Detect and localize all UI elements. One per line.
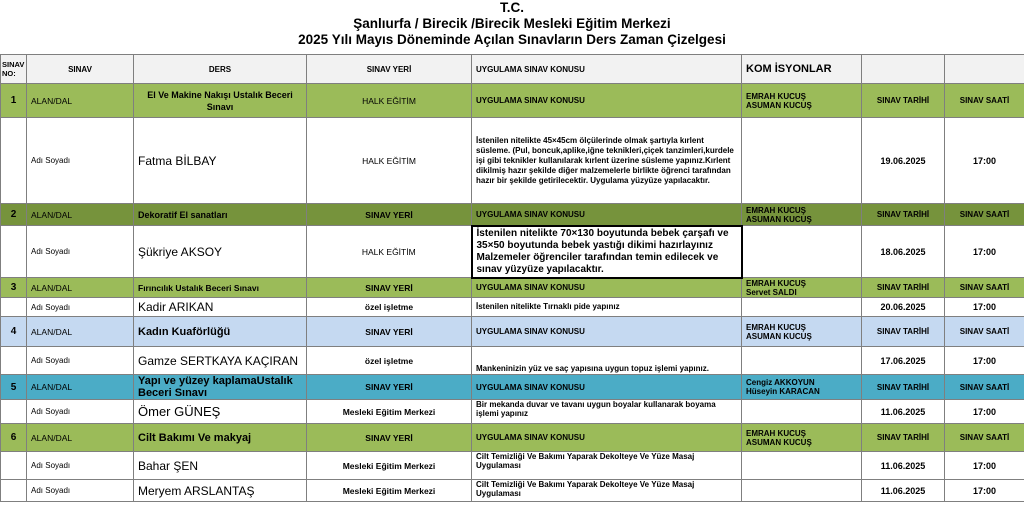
- exam-time-header: SINAV SAATİ: [945, 317, 1024, 347]
- name-label: Adı Soyadı: [27, 452, 134, 480]
- candidate-exam-date: 11.06.2025: [862, 480, 945, 502]
- candidate-exam-place: HALK EĞİTİM: [307, 118, 472, 204]
- header-komisyon: KOM İSYONLAR: [742, 55, 862, 84]
- candidate-exam-date: 18.06.2025: [862, 226, 945, 278]
- candidate-exam-place: HALK EĞİTİM: [307, 226, 472, 278]
- exam-topic-header: UYGULAMA SINAV KONUSU: [472, 84, 742, 118]
- exam-topic-header: UYGULAMA SINAV KONUSU: [472, 204, 742, 226]
- candidate-name: Gamze SERTKAYA KAÇIRAN: [134, 347, 307, 375]
- candidate-commission-cell: [742, 226, 862, 278]
- exam-topic-header: UYGULAMA SINAV KONUSU: [472, 375, 742, 400]
- group-header-row: [1, 424, 1024, 452]
- candidate-row: [1, 347, 1024, 375]
- course-name: Cilt Bakımı Ve makyaj: [134, 424, 307, 452]
- group-header-row: [1, 278, 1024, 298]
- exam-date-header: SINAV TARİHİ: [862, 375, 945, 400]
- group-header-row: [1, 375, 1024, 400]
- exam-no: 3: [1, 278, 27, 298]
- exam-no: 6: [1, 424, 27, 452]
- name-label: Adı Soyadı: [27, 298, 134, 317]
- title-line-2: Şanlıurfa / Birecik /Birecik Mesleki Eğitim Merkezi: [353, 16, 671, 31]
- candidate-exam-time: 17:00: [945, 118, 1024, 204]
- title-line-3: 2025 Yılı Mayıs Döneminde Açılan Sınavların Ders Zaman Çizelgesi: [298, 32, 726, 47]
- exam-date-header: SINAV TARİHİ: [862, 84, 945, 118]
- commission-members: Cengiz AKKOYUN Hüseyin KARACAN: [742, 375, 862, 400]
- exam-no: 5: [1, 375, 27, 400]
- candidate-commission-cell: [742, 298, 862, 317]
- alan-dal-label: ALAN/DAL: [27, 424, 134, 452]
- candidate-commission-cell: [742, 400, 862, 424]
- commission-members: EMRAH KUCUŞ ASUMAN KUCUŞ: [742, 317, 862, 347]
- candidate-exam-date: 17.06.2025: [862, 347, 945, 375]
- candidate-exam-place: özel işletme: [307, 347, 472, 375]
- group-header-row: [1, 84, 1024, 118]
- exam-place-header: SINAV YERİ: [307, 375, 472, 400]
- candidate-name: Meryem ARSLANTAŞ: [134, 480, 307, 502]
- exam-time-header: SINAV SAATİ: [945, 278, 1024, 298]
- candidate-exam-place: Mesleki Eğitim Merkezi: [307, 480, 472, 502]
- candidate-commission-cell: [742, 452, 862, 480]
- candidate-no-cell: [1, 480, 27, 502]
- exam-date-header: SINAV TARİHİ: [862, 424, 945, 452]
- candidate-exam-date: 20.06.2025: [862, 298, 945, 317]
- commission-members: EMRAH KUCUŞ ASUMAN KUCUŞ: [742, 424, 862, 452]
- exam-time-header: SINAV SAATİ: [945, 204, 1024, 226]
- candidate-row: [1, 400, 1024, 424]
- commission-members: EMRAH KUCUŞ Servet SALDI: [742, 278, 862, 298]
- candidate-exam-topic: İstenilen nitelikte 45×45cm ölçülerinde olmak şartıyla kırlent süsleme. (Pul, boncuk,aplike,iğne teknikleri,çiçek tanzimleri,kurdele işi gibi teknikler kullanılarak kırlent üzerine süsleme yapınız.Kırlent dikilmiş hazır şekilde diğer malzemelerle birlikte öğrenci tarafından hazır bir şekilde getirilecektir. Uygulama yüzyüze yapılacaktır.: [472, 118, 742, 204]
- course-name: Fırıncılık Ustalık Beceri Sınavı: [134, 278, 307, 298]
- candidate-row: [1, 298, 1024, 317]
- candidate-exam-date: 19.06.2025: [862, 118, 945, 204]
- alan-dal-label: ALAN/DAL: [27, 375, 134, 400]
- group-header-row: [1, 204, 1024, 226]
- header-sinav: SINAV: [27, 55, 134, 84]
- candidate-commission-cell: [742, 347, 862, 375]
- candidate-no-cell: [1, 226, 27, 278]
- candidate-name: Fatma BİLBAY: [134, 118, 307, 204]
- exam-date-header: SINAV TARİHİ: [862, 278, 945, 298]
- header-ders: DERS: [134, 55, 307, 84]
- header-konu: UYGULAMA SINAV KONUSU: [472, 55, 742, 84]
- candidate-no-cell: [1, 347, 27, 375]
- exam-place-header: SINAV YERİ: [307, 278, 472, 298]
- group-header-row: [1, 317, 1024, 347]
- candidate-exam-topic: Mankeninizin yüz ve saç yapısına uygun topuz işlemi yapınız.: [472, 347, 742, 375]
- course-name: Kadın Kuaförlüğü: [134, 317, 307, 347]
- candidate-exam-place: özel işletme: [307, 298, 472, 317]
- candidate-name: Ömer GÜNEŞ: [134, 400, 307, 424]
- exam-time-header: SINAV SAATİ: [945, 84, 1024, 118]
- name-label: Adı Soyadı: [27, 118, 134, 204]
- candidate-exam-time: 17:00: [945, 452, 1024, 480]
- candidate-no-cell: [1, 400, 27, 424]
- exam-date-header: SINAV TARİHİ: [862, 204, 945, 226]
- exam-no: 2: [1, 204, 27, 226]
- candidate-no-cell: [1, 452, 27, 480]
- exam-topic-header: UYGULAMA SINAV KONUSU: [472, 278, 742, 298]
- course-name: El Ve Makine Nakışı Ustalık Beceri Sınavı: [134, 84, 307, 118]
- exam-schedule-table: [0, 54, 1024, 502]
- candidate-exam-time: 17:00: [945, 400, 1024, 424]
- exam-place-header: HALK EĞİTİM: [307, 84, 472, 118]
- candidate-commission-cell: [742, 118, 862, 204]
- exam-place-header: SINAV YERİ: [307, 424, 472, 452]
- exam-date-header: SINAV TARİHİ: [862, 317, 945, 347]
- commission-members: EMRAH KUCUŞ ASUMAN KUCUŞ: [742, 84, 862, 118]
- candidate-commission-cell: [742, 480, 862, 502]
- candidate-no-cell: [1, 118, 27, 204]
- exam-no: 4: [1, 317, 27, 347]
- candidate-name: Kadir ARIKAN: [134, 298, 307, 317]
- course-name: Dekoratif El sanatları: [134, 204, 307, 226]
- alan-dal-label: ALAN/DAL: [27, 278, 134, 298]
- header-yer: SINAV YERİ: [307, 55, 472, 84]
- header-no: SINAV NO:: [1, 55, 27, 84]
- header-saat: [945, 55, 1024, 84]
- candidate-no-cell: [1, 298, 27, 317]
- header-row: [1, 55, 1024, 84]
- candidate-name: Şükriye AKSOY: [134, 226, 307, 278]
- exam-no: 1: [1, 84, 27, 118]
- name-label: Adı Soyadı: [27, 347, 134, 375]
- candidate-row: [1, 118, 1024, 204]
- candidate-exam-time: 17:00: [945, 347, 1024, 375]
- candidate-exam-place: Mesleki Eğitim Merkezi: [307, 400, 472, 424]
- candidate-exam-time: 17:00: [945, 298, 1024, 317]
- candidate-exam-topic: Cilt Temizliği Ve Bakımı Yaparak Dekolteye Ve Yüze Masaj Uygulaması: [472, 452, 742, 480]
- candidate-row: [1, 452, 1024, 480]
- course-name: Yapı ve yüzey kaplamaUstalık Beceri Sınavı: [134, 375, 307, 400]
- exam-time-header: SINAV SAATİ: [945, 424, 1024, 452]
- alan-dal-label: ALAN/DAL: [27, 317, 134, 347]
- candidate-row: [1, 480, 1024, 502]
- alan-dal-label: ALAN/DAL: [27, 84, 134, 118]
- candidate-exam-time: 17:00: [945, 480, 1024, 502]
- exam-topic-header: UYGULAMA SINAV KONUSU: [472, 424, 742, 452]
- candidate-row: [1, 226, 1024, 278]
- name-label: Adı Soyadı: [27, 480, 134, 502]
- candidate-exam-date: 11.06.2025: [862, 400, 945, 424]
- exam-place-header: SINAV YERİ: [307, 317, 472, 347]
- candidate-name: Bahar ŞEN: [134, 452, 307, 480]
- candidate-exam-topic: İstenilen nitelikte 70×130 boyutunda bebek çarşafı ve 35×50 boyutunda bebek yastığı dikimi hazırlayınız Malzemeler öğrenciler tarafından temin edilecek ve sınav yüzyüze yapılacaktır.: [472, 226, 742, 278]
- name-label: Adı Soyadı: [27, 400, 134, 424]
- exam-topic-header: UYGULAMA SINAV KONUSU: [472, 317, 742, 347]
- alan-dal-label: ALAN/DAL: [27, 204, 134, 226]
- candidate-exam-date: 11.06.2025: [862, 452, 945, 480]
- name-label: Adı Soyadı: [27, 226, 134, 278]
- exam-time-header: SINAV SAATİ: [945, 375, 1024, 400]
- candidate-exam-place: Mesleki Eğitim Merkezi: [307, 452, 472, 480]
- commission-members: EMRAH KUCUŞ ASUMAN KUCUŞ: [742, 204, 862, 226]
- candidate-exam-topic: Cilt Temizliği Ve Bakımı Yaparak Dekolteye Ve Yüze Masaj Uygulaması: [472, 480, 742, 502]
- header-tarih: [862, 55, 945, 84]
- document-title: [0, 0, 1024, 54]
- title-line-1: T.C.: [499, 0, 524, 15]
- candidate-exam-topic: Bir mekanda duvar ve tavanı uygun boyalar kullanarak boyama işlemi yapınız: [472, 400, 742, 424]
- exam-place-header: SINAV YERİ: [307, 204, 472, 226]
- candidate-exam-time: 17:00: [945, 226, 1024, 278]
- candidate-exam-topic: İstenilen nitelikte Tırnaklı pide yapınız: [472, 298, 742, 317]
